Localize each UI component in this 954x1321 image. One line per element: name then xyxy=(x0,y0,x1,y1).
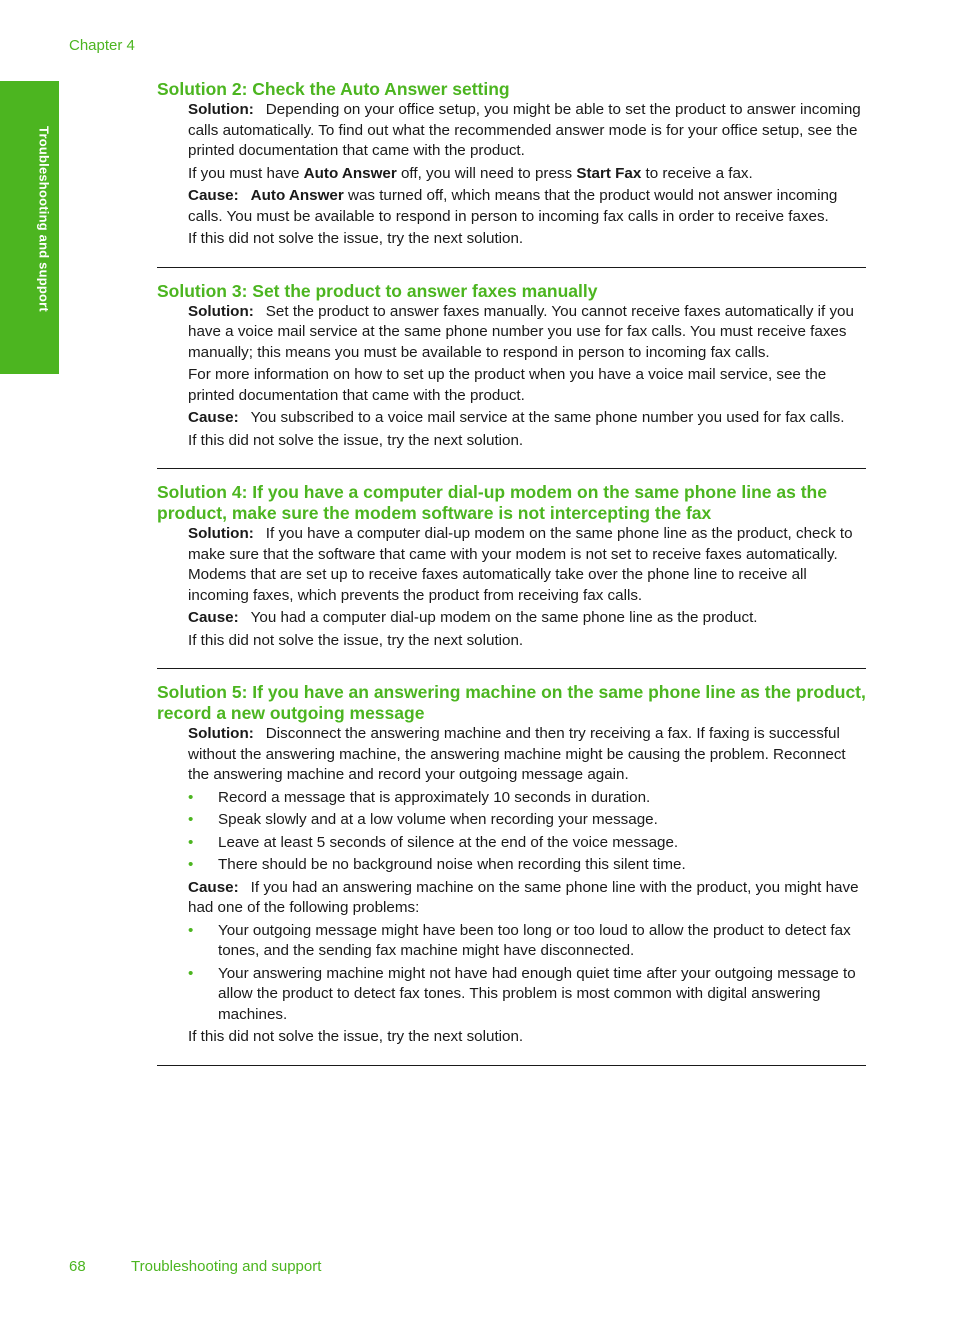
cause-label: Cause: xyxy=(188,878,239,896)
note-paragraph xyxy=(188,164,866,185)
list-item xyxy=(188,833,866,854)
list-item-text: Your outgoing message might have been too long or too loud to allow the product to detect fax tones, and the sending fax machine might have disconnected. xyxy=(218,921,851,959)
cause-paragraph xyxy=(188,608,866,629)
note-text: off, you will need to press xyxy=(396,164,577,182)
main-content xyxy=(157,79,866,1079)
cause-paragraph xyxy=(188,408,866,429)
next-solution-text: If this did not solve the issue, try the next solution. xyxy=(188,631,524,649)
list-item xyxy=(188,855,866,876)
footer-section-label: Troubleshooting and support xyxy=(131,1258,322,1275)
bullet-icon: • xyxy=(188,921,194,939)
solution-label: Solution: xyxy=(188,101,254,118)
section-title: Solution 5: If you have an answering machine on the same phone line as the product, record a new outgoing message xyxy=(157,682,866,723)
solution-text: Depending on your office setup, you might be able to set the product to answer incoming calls automatically. To find out what the recommended answer mode is for your office setup, see the printed documentation that came with the product. xyxy=(188,101,861,159)
section-title: Solution 4: If you have a computer dial-up modem on the same phone line as the product, make sure the modem software is not intercepting the fax xyxy=(157,482,827,523)
extra-paragraph: For more information on how to set up the product when you have a voice mail service, see the printed documentation that came with the product. xyxy=(188,366,827,404)
section-body xyxy=(188,524,866,651)
list-item xyxy=(188,810,866,831)
solution-label: Solution: xyxy=(188,302,254,320)
cause-text: You subscribed to a voice mail service at the same phone number you used for fax calls. xyxy=(250,409,845,426)
section-body xyxy=(188,302,866,452)
bullet-icon: • xyxy=(188,833,194,851)
note-text: to receive a fax. xyxy=(641,164,753,182)
cause-bold: Auto Answer xyxy=(250,187,344,204)
note-text: If you must have xyxy=(188,164,304,182)
page-number: 68 xyxy=(69,1258,86,1275)
section-divider xyxy=(157,468,866,469)
next-solution-text: If this did not solve the issue, try the next solution. xyxy=(188,431,524,449)
solution-paragraph xyxy=(188,724,866,786)
solution-label: Solution: xyxy=(188,525,254,542)
section-divider xyxy=(157,1065,866,1066)
list-item-text: Record a message that is approximately 10 seconds in duration. xyxy=(218,788,651,806)
solution-paragraph xyxy=(188,302,866,364)
section-divider xyxy=(157,267,866,268)
list-item-text: There should be no background noise when recording this silent time. xyxy=(218,856,686,873)
side-tab xyxy=(0,81,59,374)
list-item xyxy=(188,964,866,1026)
cause-label: Cause: xyxy=(188,409,239,426)
cause-paragraph xyxy=(188,186,866,227)
solution-text: If you have a computer dial-up modem on the same phone line as the product, check to make sure that the software that came with your modem is not set to receive faxes automatically. Modems that are set up to receive faxes automatically take over the phone line to receive all incoming faxes, which prevents the product from receiving fax calls. xyxy=(188,525,853,604)
list-item-text: Leave at least 5 seconds of silence at the end of the voice message. xyxy=(218,833,679,851)
section-solution-2 xyxy=(157,79,866,268)
list-item-text: Your answering machine might not have had enough quiet time after your outgoing message to allow the product to detect fax tones. This problem is most common with digital answering machines. xyxy=(218,964,856,1023)
solution-label: Solution: xyxy=(188,725,254,742)
solution-paragraph xyxy=(188,524,866,606)
section-divider xyxy=(157,668,866,669)
cause-text: was turned off, which means that the product would not answer incoming calls. You must be available to respond in person to incoming fax calls in order to receive faxes. xyxy=(188,187,838,225)
cause-paragraph xyxy=(188,878,866,919)
cause-text: If you had an answering machine on the same phone line with the product, you might have had one of the following problems: xyxy=(188,878,859,916)
bullet-icon: • xyxy=(188,811,194,828)
list-item xyxy=(188,921,866,962)
next-solution-text: If this did not solve the issue, try the next solution. xyxy=(188,1028,524,1045)
solution-text: Disconnect the answering machine and then try receiving a fax. If faxing is successful without the answering machine, the answering machine might be causing the problem. Reconnect the answering machine and record your outgoing message again. xyxy=(188,725,846,783)
cause-text: You had a computer dial-up modem on the same phone line as the product. xyxy=(250,609,758,626)
section-body xyxy=(188,100,866,250)
solution-text: Set the product to answer faxes manually. You cannot receive faxes automatically if you have a voice mail service at the same phone number you use for fax calls. You must receive faxes manually; this means you must be available to respond in person to incoming fax calls. xyxy=(188,302,854,361)
bullet-icon: • xyxy=(188,964,194,982)
side-tab-label: Troubleshooting and support xyxy=(36,126,52,312)
next-solution-text: If this did not solve the issue, try the next solution. xyxy=(188,230,524,247)
section-title: Solution 3: Set the product to answer faxes manually xyxy=(157,280,598,301)
section-solution-5 xyxy=(157,682,866,1066)
section-title: Solution 2: Check the Auto Answer setting xyxy=(157,79,510,99)
cause-label: Cause: xyxy=(188,609,239,626)
cause-label: Cause: xyxy=(188,187,239,204)
chapter-label: Chapter 4 xyxy=(69,37,135,54)
note-bold: Auto Answer xyxy=(303,164,397,182)
solution-paragraph xyxy=(188,100,866,162)
bullet-icon: • xyxy=(188,788,194,806)
section-solution-3 xyxy=(157,281,866,470)
section-body xyxy=(188,724,866,1048)
list-item xyxy=(188,788,866,809)
bullet-icon: • xyxy=(188,856,194,873)
list-item-text: Speak slowly and at a low volume when recording your message. xyxy=(218,811,658,828)
note-bold: Start Fax xyxy=(576,164,642,182)
section-solution-4 xyxy=(157,482,866,669)
